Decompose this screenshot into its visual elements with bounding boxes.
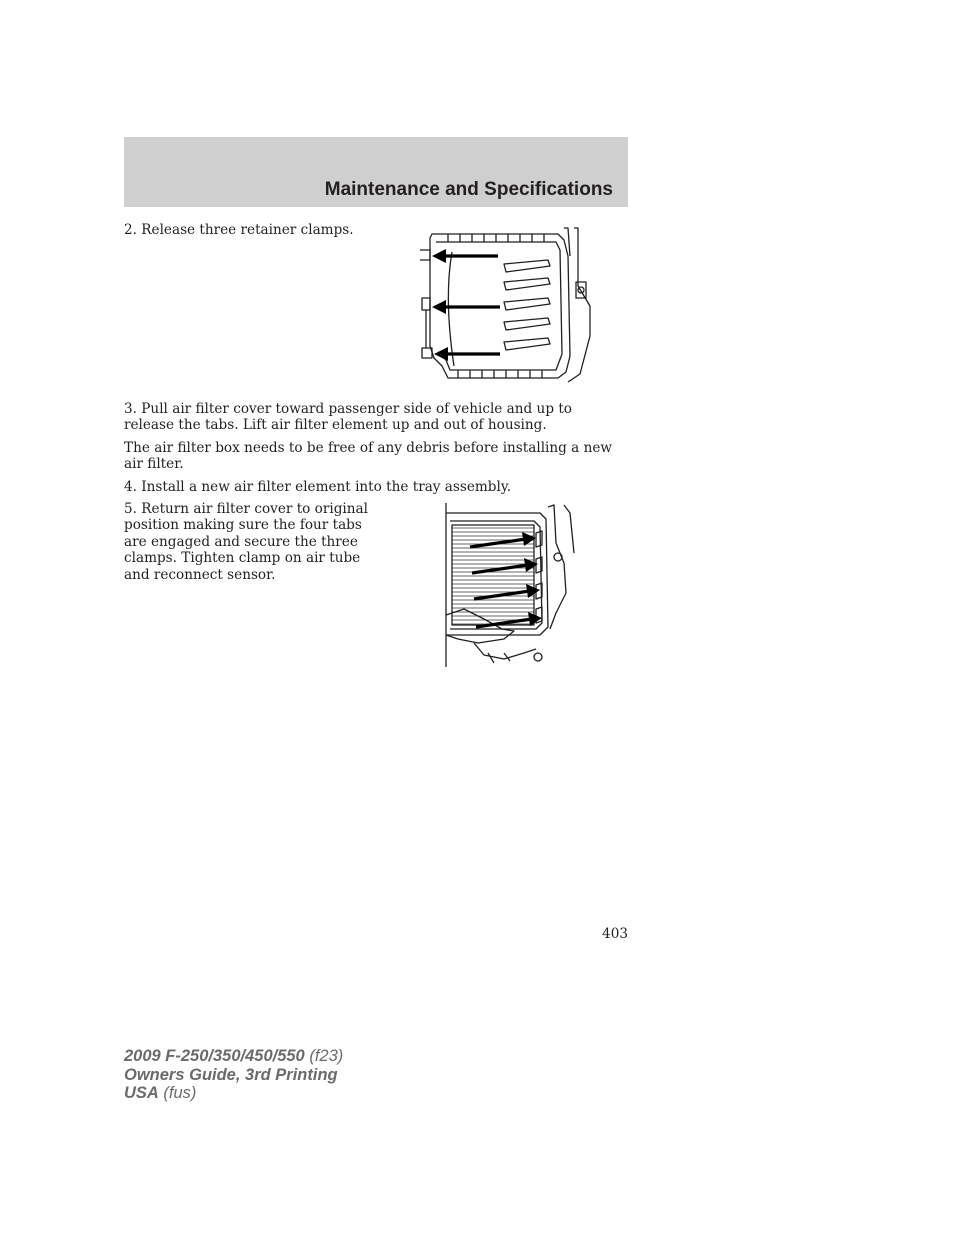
step-5-line: 5. Return air filter cover to original [124, 501, 368, 517]
footer-line-model [124, 1047, 343, 1066]
step-2-text: 2. Release three retainer clamps. [124, 222, 354, 238]
section-title: Maintenance and Specifications [324, 179, 613, 200]
step-5-line: are engaged and secure the three [124, 533, 358, 550]
debris-note-text: The air filter box needs to be free of any debris before installing a new air filter. [124, 440, 613, 473]
section-header-band [124, 137, 628, 207]
step-5-line: clamps. Tighten clamp on air tube [124, 550, 361, 567]
page-number: 403 [602, 926, 628, 942]
step-4-text: 4. Install a new air filter element into the tray assembly. [124, 479, 512, 495]
footer-market: USA [124, 1084, 159, 1102]
step-5-text [124, 501, 368, 583]
footer-model-code: (f23) [304, 1047, 344, 1065]
footer-model: 2009 F-250/350/450/550 [124, 1047, 305, 1065]
step-3-text: 3. Pull air filter cover toward passenger side of vehicle and up to release the tabs. Lift air filter element up and out of housing. [124, 401, 572, 434]
footer-line-guide: Owners Guide, 3rd Printing [124, 1065, 338, 1084]
step-5-line: position making sure the four tabs [124, 517, 362, 534]
footer-line-market [124, 1084, 343, 1103]
footer-market-code: (fus) [158, 1084, 197, 1102]
step-5-line: and reconnect sensor. [124, 566, 276, 583]
retainer-clamps-illustration [418, 226, 594, 384]
document-footer [124, 1047, 343, 1103]
filter-tabs-illustration [444, 503, 578, 667]
